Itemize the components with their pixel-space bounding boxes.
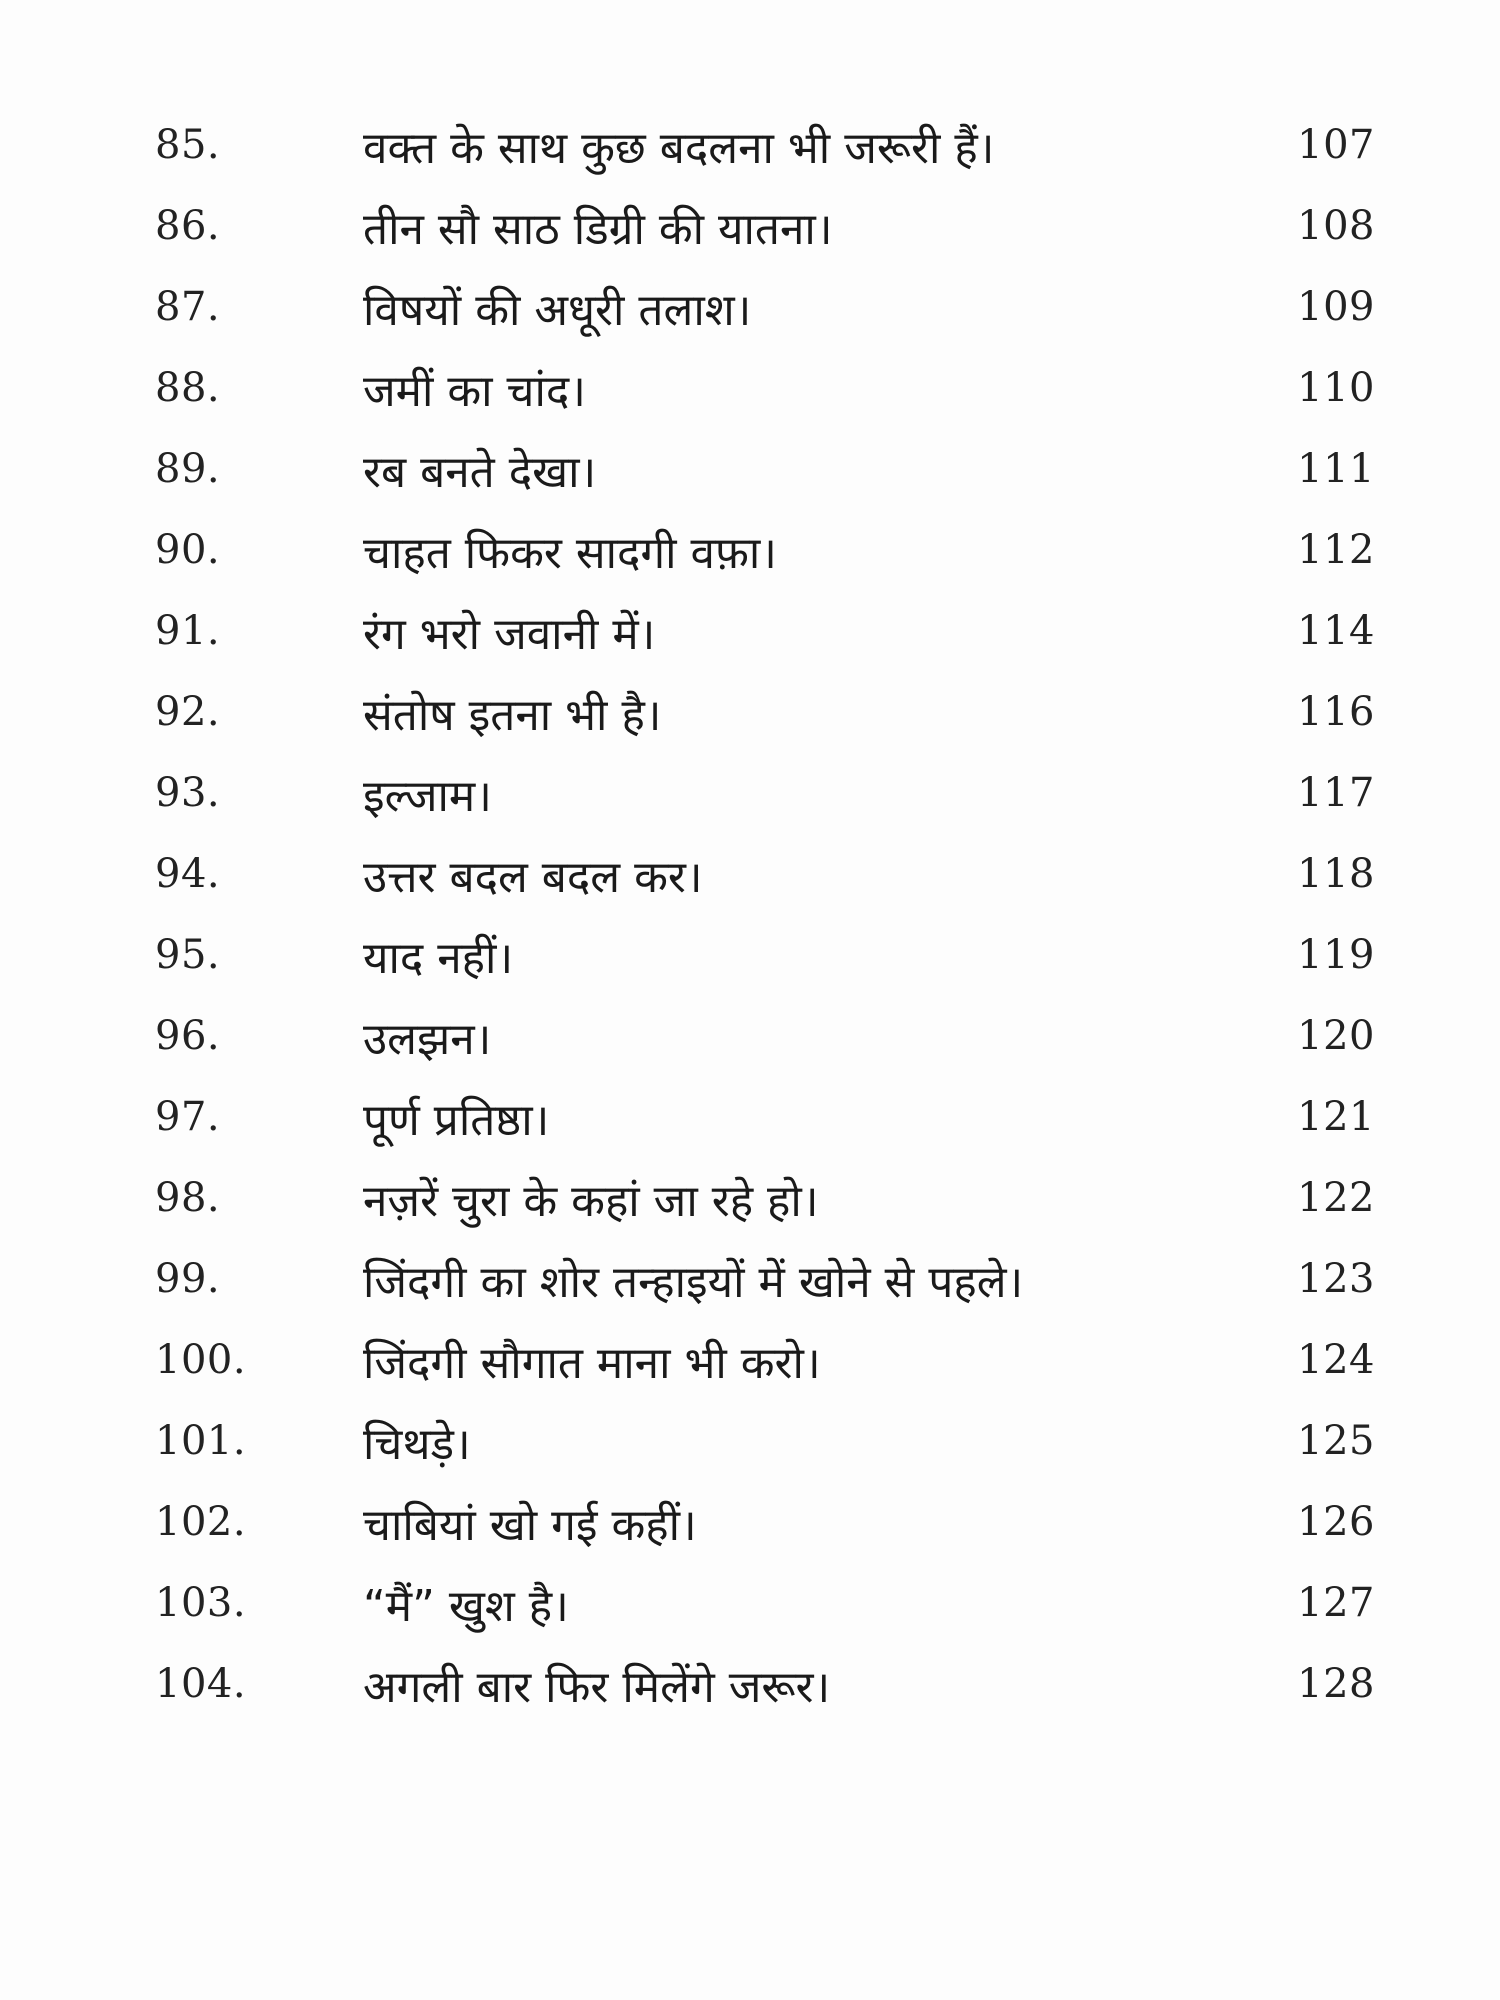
toc-entry-number: 91. (155, 608, 221, 654)
toc-entry-title: उत्तर बदल बदल कर। (363, 852, 703, 903)
toc-entry-page: 112 (1297, 527, 1375, 573)
toc-entry-title: तीन सौ साठ डिग्री की यातना। (363, 204, 833, 255)
toc-entry-number: 95. (155, 932, 221, 978)
toc-row (155, 351, 1375, 432)
toc-entry-number: 89. (155, 446, 221, 492)
toc-entry-number: 86. (155, 203, 221, 249)
toc-entry-number: 100. (155, 1337, 247, 1383)
toc-entry-number: 99. (155, 1256, 221, 1302)
toc-entry-title: चाहत फिकर सादगी वफ़ा। (363, 528, 777, 579)
toc-entry-page: 118 (1297, 851, 1375, 897)
toc-entry-page: 110 (1297, 365, 1375, 411)
toc-entry-title: उलझन। (363, 1014, 492, 1065)
table-of-contents (155, 108, 1375, 1728)
toc-entry-title: पूर्ण प्रतिष्ठा। (363, 1095, 550, 1146)
toc-entry-number: 101. (155, 1418, 247, 1464)
toc-row (155, 756, 1375, 837)
toc-entry-page: 126 (1297, 1499, 1375, 1545)
toc-entry-title: “मैं” खुश है। (363, 1581, 569, 1632)
toc-entry-page: 122 (1297, 1175, 1375, 1221)
toc-entry-title: चाबियां खो गई कहीं। (363, 1500, 697, 1551)
toc-entry-number: 90. (155, 527, 221, 573)
toc-entry-title: याद नहीं। (363, 933, 514, 984)
toc-row (155, 1404, 1375, 1485)
toc-entry-page: 119 (1297, 932, 1375, 978)
toc-entry-title: अगली बार फिर मिलेंगे जरूर। (363, 1662, 831, 1713)
toc-entry-number: 87. (155, 284, 221, 330)
toc-entry-page: 117 (1297, 770, 1375, 816)
toc-row (155, 189, 1375, 270)
toc-entry-page: 128 (1297, 1661, 1375, 1707)
toc-entry-number: 93. (155, 770, 221, 816)
toc-entry-title: चिथड़े। (363, 1419, 471, 1470)
toc-row (155, 1242, 1375, 1323)
toc-entry-title: संतोष इतना भी है। (363, 690, 662, 741)
toc-entry-number: 104. (155, 1661, 247, 1707)
toc-entry-title: वक्त के साथ कुछ बदलना भी जरूरी हैं। (363, 123, 995, 174)
toc-entry-page: 127 (1297, 1580, 1375, 1626)
toc-row (155, 513, 1375, 594)
toc-entry-page: 125 (1297, 1418, 1375, 1464)
toc-entry-page: 123 (1297, 1256, 1375, 1302)
toc-entry-title: नज़रें चुरा के कहां जा रहे हो। (363, 1176, 819, 1227)
toc-entry-number: 94. (155, 851, 221, 897)
toc-row (155, 1323, 1375, 1404)
toc-entry-page: 109 (1297, 284, 1375, 330)
toc-entry-number: 103. (155, 1580, 247, 1626)
toc-entry-number: 97. (155, 1094, 221, 1140)
toc-entry-number: 102. (155, 1499, 247, 1545)
toc-entry-title: विषयों की अधूरी तलाश। (363, 285, 752, 336)
toc-entry-page: 111 (1297, 446, 1375, 492)
toc-entry-number: 96. (155, 1013, 221, 1059)
toc-entry-page: 114 (1297, 608, 1375, 654)
toc-entry-title: इल्जाम। (363, 771, 492, 822)
toc-row (155, 1161, 1375, 1242)
toc-row (155, 999, 1375, 1080)
toc-entry-number: 92. (155, 689, 221, 735)
toc-entry-page: 120 (1297, 1013, 1375, 1059)
toc-row (155, 108, 1375, 189)
toc-entry-page: 121 (1297, 1094, 1375, 1140)
toc-row (155, 432, 1375, 513)
toc-entry-title: रब बनते देखा। (363, 447, 597, 498)
toc-row (155, 1485, 1375, 1566)
toc-entry-title: जिंदगी का शोर तन्हाइयों में खोने से पहले। (363, 1257, 1024, 1308)
toc-row (155, 1080, 1375, 1161)
toc-entry-title: रंग भरो जवानी में। (363, 609, 656, 660)
toc-row (155, 594, 1375, 675)
toc-entry-number: 98. (155, 1175, 221, 1221)
toc-row (155, 675, 1375, 756)
toc-row (155, 1647, 1375, 1728)
toc-entry-page: 124 (1297, 1337, 1375, 1383)
toc-row (155, 918, 1375, 999)
toc-entry-title: जिंदगी सौगात माना भी करो। (363, 1338, 821, 1389)
toc-row (155, 1566, 1375, 1647)
toc-entry-page: 116 (1297, 689, 1375, 735)
toc-entry-number: 85. (155, 122, 221, 168)
toc-entry-title: जमीं का चांद। (363, 366, 586, 417)
toc-entry-page: 107 (1297, 122, 1375, 168)
toc-row (155, 837, 1375, 918)
toc-entry-page: 108 (1297, 203, 1375, 249)
toc-row (155, 270, 1375, 351)
toc-entry-number: 88. (155, 365, 221, 411)
